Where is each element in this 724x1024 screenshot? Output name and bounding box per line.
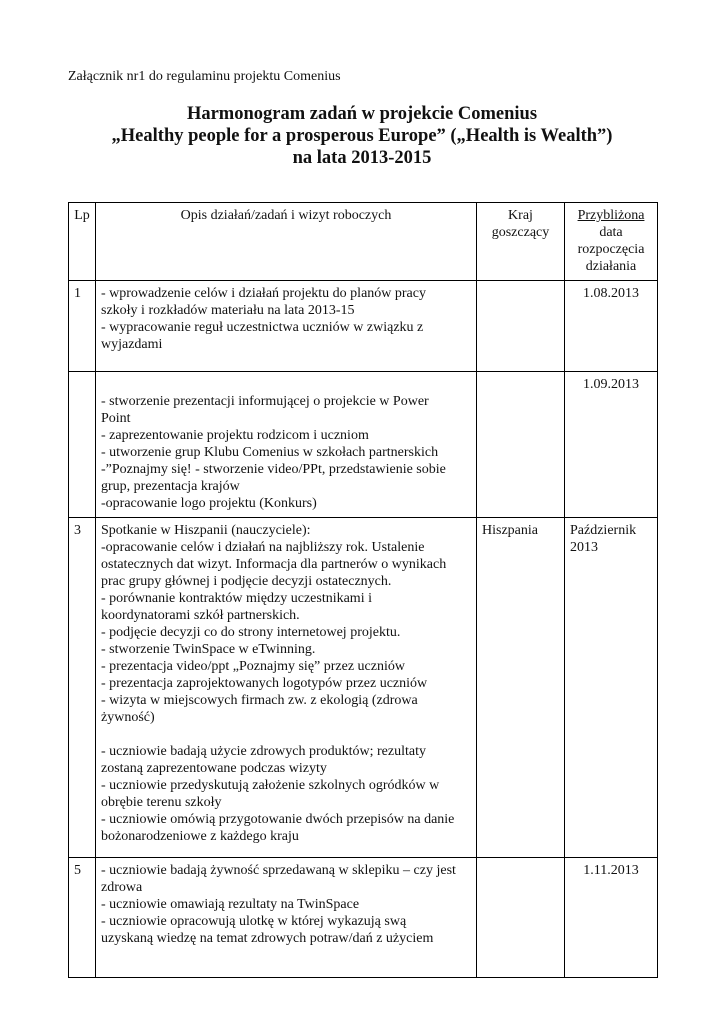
- header-date-line: Przybliżona: [577, 208, 645, 223]
- description-line: - uczniowie badają żywność sprzedawaną w sklepiku – czy jest: [101, 863, 456, 878]
- description-line: - prezentacja zaprojektowanych logotypów przez uczniów: [101, 676, 428, 691]
- description-line: koordynatorami szkół partnerskich.: [101, 608, 300, 623]
- description-line: - utworzenie grup Klubu Comenius w szkołach partnerskich: [101, 445, 439, 460]
- description-line: zdrowa: [101, 880, 143, 895]
- blank-line: [101, 376, 471, 393]
- schedule-table: [68, 202, 658, 978]
- description-line: - wprowadzenie celów i działań projektu do planów pracy: [101, 286, 426, 301]
- description-line: grup, prezentacja krajów: [101, 479, 240, 494]
- table-row: [69, 858, 658, 978]
- table-row: [69, 372, 658, 518]
- description-line: - podjęcie decyzji co do strony internetowej projektu.: [101, 625, 401, 640]
- row-description: [96, 372, 477, 518]
- description-line: obrębie terenu szkoły: [101, 795, 222, 810]
- row-country: [477, 372, 565, 518]
- header-country-line: Kraj: [508, 208, 533, 223]
- table-row: [69, 518, 658, 858]
- blank-line: [101, 726, 471, 743]
- header-date-line: data: [599, 225, 623, 240]
- row-date: 1.11.2013: [565, 858, 658, 978]
- header-date-line: rozpoczęcia: [577, 242, 645, 257]
- row-number: 5: [69, 858, 96, 978]
- description-line: -”Poznajmy się! - stworzenie video/PPt, przedstawienie sobie: [101, 462, 446, 477]
- row-country: Hiszpania: [477, 518, 565, 858]
- row-description: [96, 281, 477, 372]
- row-description: [96, 858, 477, 978]
- description-line: prac grupy głównej i podjęcie decyzji ostatecznych.: [101, 574, 392, 589]
- description-line: -opracowanie celów i działań na najbliższy rok. Ustalenie: [101, 540, 425, 555]
- header-description: Opis działań/zadań i wizyt roboczych: [96, 203, 477, 281]
- document-title: [0, 103, 724, 169]
- description-line: - stworzenie prezentacji informującej o projekcie w Power: [101, 394, 429, 409]
- row-number: [69, 372, 96, 518]
- description-line: - uczniowie opracowują ulotkę w której wykazują swą: [101, 914, 407, 929]
- row-country: [477, 281, 565, 372]
- description-line: szkoły i rozkładów materiału na lata 2013-15: [101, 303, 355, 318]
- date-line: Październik: [570, 523, 637, 538]
- header-country-line: goszczący: [491, 225, 550, 240]
- row-date: 1.08.2013: [565, 281, 658, 372]
- row-country: [477, 858, 565, 978]
- description-line: - uczniowie przedyskutują założenie szkolnych ogródków w: [101, 778, 440, 793]
- description-line: bożonarodzeniowe z każdego kraju: [101, 829, 299, 844]
- header-country: [477, 203, 565, 281]
- title-line-1: Harmonogram zadań w projekcie Comenius: [186, 104, 538, 124]
- row-number: 3: [69, 518, 96, 858]
- row-date: 1.09.2013: [565, 372, 658, 518]
- date-line: 2013: [570, 540, 598, 555]
- header-date-line: działania: [585, 259, 637, 274]
- description-line: ostatecznych dat wizyt. Informacja dla partnerów o wynikach: [101, 557, 447, 572]
- table-row: [69, 281, 658, 372]
- title-line-2: „Healthy people for a prosperous Europe” („Health is Wealth”): [111, 126, 613, 146]
- description-line: - wypracowanie reguł uczestnictwa uczniów w związku z: [101, 320, 424, 335]
- description-line: uzyskaną wiedzę na temat zdrowych potraw/dań z użyciem: [101, 931, 434, 946]
- description-line: żywność): [101, 710, 155, 725]
- description-line: - porównanie kontraktów między uczestnikami i: [101, 591, 372, 606]
- description-line: - wizyta w miejscowych firmach zw. z ekologią (zdrowa: [101, 693, 418, 708]
- row-number: 1: [69, 281, 96, 372]
- description-line: -opracowanie logo projektu (Konkurs): [101, 496, 317, 511]
- description-line: Point: [101, 411, 131, 426]
- description-line: - uczniowie omawiają rezultaty na TwinSpace: [101, 897, 360, 912]
- table-header-row: [69, 203, 658, 281]
- description-line: - prezentacja video/ppt „Poznajmy się” przez uczniów: [101, 659, 405, 674]
- description-line: - uczniowie omówią przygotowanie dwóch przepisów na danie: [101, 812, 455, 827]
- description-line: zostaną zaprezentowane podczas wizyty: [101, 761, 327, 776]
- title-line-3: na lata 2013-2015: [292, 148, 432, 168]
- description-line: - uczniowie badają użycie zdrowych produktów; rezultaty: [101, 744, 426, 759]
- row-description: [96, 518, 477, 858]
- annex-line: Załącznik nr1 do regulaminu projektu Comenius: [68, 69, 341, 84]
- description-line: - zaprezentowanie projektu rodzicom i uczniom: [101, 428, 369, 443]
- description-line: - stworzenie TwinSpace w eTwinning.: [101, 642, 316, 657]
- description-line: Spotkanie w Hiszpanii (nauczyciele):: [101, 523, 311, 538]
- header-lp: Lp: [69, 203, 96, 281]
- header-date: [565, 203, 658, 281]
- row-date: [565, 518, 658, 858]
- description-line: wyjazdami: [101, 337, 163, 352]
